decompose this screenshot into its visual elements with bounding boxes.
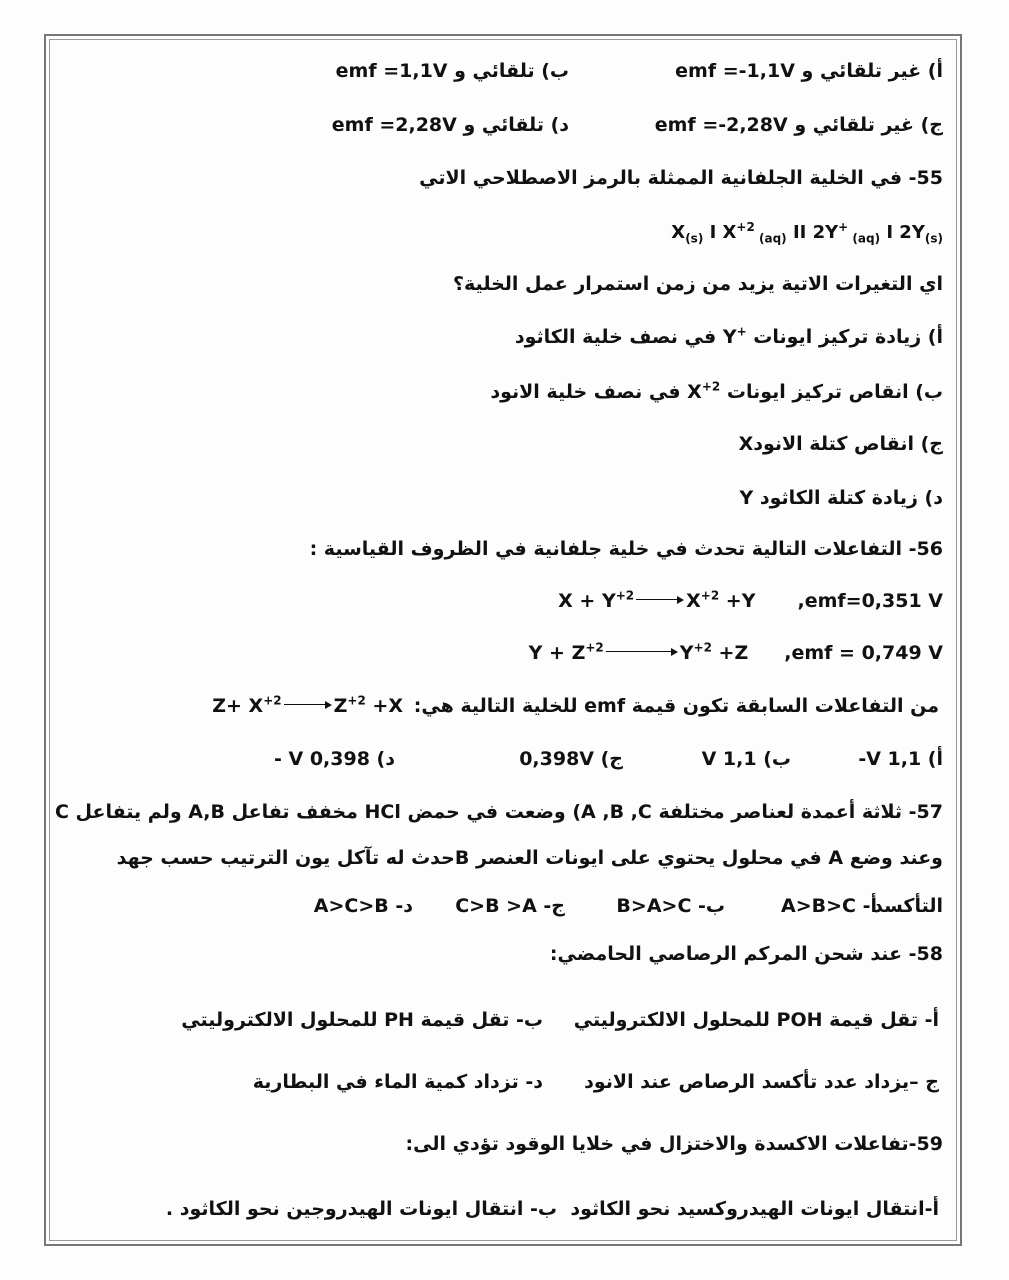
reaction-arrow-icon bbox=[636, 599, 682, 600]
q56-options bbox=[70, 743, 943, 775]
q59-option-b: ب- انتقال ايونات الهيدروجين نحو الكاثود . bbox=[165, 1198, 557, 1220]
q55-option-a: أ) زيادة تركيز ايونات Y+ في نصف خلية الكاثود bbox=[514, 324, 943, 348]
q54-options-row1 bbox=[70, 55, 943, 87]
q55-cell-notation: $X_{(s)}$ I $X^{+2}$ $_{(aq)}$ II 2Y+ $_{(aq)}$ I $2Y_{(s)}$ bbox=[671, 220, 943, 246]
q58-stem: 58- عند شحن المركم الرصاصي الحامضي: bbox=[549, 943, 943, 965]
q59-options bbox=[70, 1193, 943, 1225]
q58-option-a: أ- تقل قيمة POH للمحلول الالكتروليتي bbox=[573, 1009, 939, 1031]
q57-option-b: ب- B>A>C bbox=[616, 895, 725, 917]
q56-question: من التفاعلات السابقة تكون قيمة emf للخلية التالية هي: $Z+ X^{+2}$ $Z^{+2} +X$ bbox=[212, 693, 939, 717]
q56-reaction-1: $X + Y^{+2}$ $X^{+2} +Y$ ,emf=0,351 V bbox=[558, 588, 943, 612]
q59-option-a: أ-انتقال ايونات الهيدروكسيد نحو الكاثود bbox=[570, 1198, 939, 1220]
q57-option-c: ج- C>B >A bbox=[455, 895, 565, 917]
q57-line-2: وعند وضع A في محلول يحتوي على ايونات العنصر Bحدث له تآكل يون الترتيب حسب جهد bbox=[116, 847, 943, 869]
reaction-arrow-icon bbox=[284, 704, 330, 705]
q56-option-a: أ) V 1,1- bbox=[858, 748, 943, 770]
q54-option-c: ج) غير تلقائي و emf =-2,28V bbox=[654, 114, 943, 136]
q56-reaction-2: $Y + Z^{+2}$ $Y^{+2} +Z$ ,emf = 0,749 V bbox=[528, 640, 943, 664]
q56-option-c: ج) 0,398V bbox=[519, 748, 623, 770]
q57-line-3: التأكسد أ- A>B>C ب- B>A>C ج- C>B >A د- A>C>B bbox=[70, 890, 943, 922]
q55-option-b: ب) انقاص تركيز ايونات $X^{+2}$ في نصف خلية الانود bbox=[490, 379, 943, 403]
q58-option-d: د- تزداد كمية الماء في البطارية bbox=[252, 1071, 543, 1093]
q55-option-d: د) زيادة كتلة الكاثود Y bbox=[739, 487, 943, 509]
q58-option-c: ج –يزداد عدد تأكسد الرصاص عند الانود bbox=[584, 1071, 939, 1093]
q56-stem: 56- التفاعلات التالية تحدث في خلية جلفانية في الظروف القياسية : bbox=[309, 538, 943, 560]
q54-options-row2 bbox=[70, 109, 943, 141]
q54-option-d: د) تلقائي و emf =2,28V bbox=[331, 114, 569, 136]
q58-options-row2 bbox=[70, 1066, 943, 1098]
q57-line-1: 57- ثلاثة أعمدة لعناصر مختلفة A ,B ,C) وضعت في حمض HCl مخفف تفاعل A,B ولم يتفاعل C bbox=[54, 801, 943, 823]
q57-option-a: أ- A>B>C bbox=[781, 895, 877, 917]
q54-option-a: أ) غير تلقائي و emf =-1,1V bbox=[675, 60, 943, 82]
q58-option-b: ب- تقل قيمة PH للمحلول الالكتروليتي bbox=[181, 1009, 543, 1031]
q55-question: اي التغيرات الاتية يزيد من زمن استمرار عمل الخلية؟ bbox=[453, 273, 943, 295]
reaction-arrow-icon bbox=[606, 651, 676, 652]
q56-option-b: ب) V 1,1 bbox=[701, 748, 791, 770]
q54-option-b: ب) تلقائي و emf =1,1V bbox=[335, 60, 569, 82]
q56-option-d: د) V 0,398 - bbox=[274, 748, 395, 770]
q55-stem: 55- في الخلية الجلفانية الممثلة بالرمز الاصطلاحي الاتي bbox=[419, 167, 943, 189]
q58-options-row1 bbox=[70, 1004, 943, 1036]
q59-stem: 59-تفاعلات الاكسدة والاختزال في خلايا الوقود تؤدي الى: bbox=[405, 1133, 943, 1155]
q57-option-d: د- A>C>B bbox=[313, 895, 413, 917]
q55-option-c: ج) انقاص كتلة الانودX bbox=[738, 433, 943, 455]
